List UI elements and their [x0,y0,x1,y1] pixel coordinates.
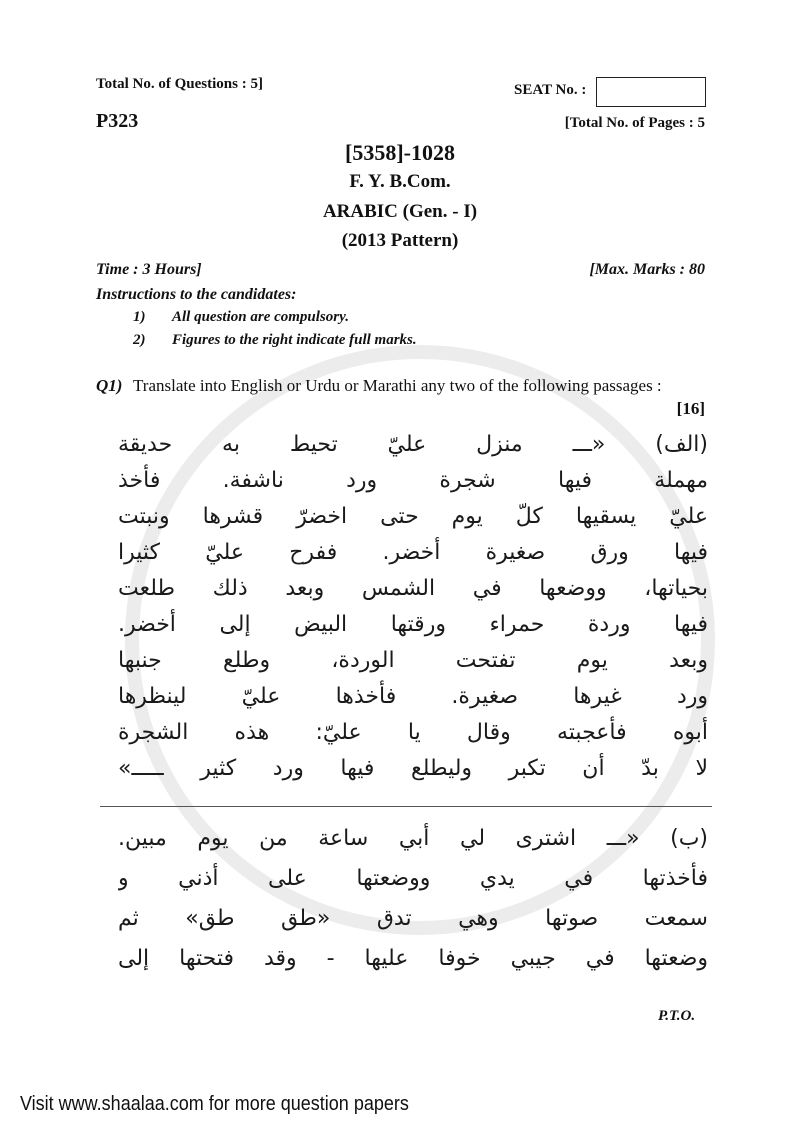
passage-line: فيها ورق صغيرة أخضر. ففرح عليّ كثيرا [118,540,708,565]
seat-no-box[interactable] [596,77,706,107]
passage-line: مهملة فيها شجرة ورد ناشفة. فأخذ [118,468,708,493]
passage-line: وضعتها في جيبي خوفا عليها - وقد فتحتها إلى [118,946,708,971]
total-questions: Total No. of Questions : 5] [96,76,263,92]
max-marks: [Max. Marks : 80 [589,261,705,278]
exam-code: [5358]-1028 [345,140,455,165]
passage-line: وبعد يوم تفتحت الوردة، وطلع جنبها [118,648,708,673]
pattern: (2013 Pattern) [341,230,459,251]
passage-line: (الف) «ـــ منزل عليّ تحيط به حديقة [118,432,708,457]
passage-line: فأخذتها في يدي ووضعتها على أذني و [118,866,708,891]
instruction-number: 1) [133,309,146,325]
passage-line: أبوه فأعجبته وقال يا عليّ: هذه الشجرة [118,720,708,745]
paper-code: P323 [96,110,139,132]
course: F. Y. B.Com. [349,171,451,192]
question-marks: [16] [676,399,705,418]
total-pages: [Total No. of Pages : 5 [564,115,705,131]
passage-line: لا بدّ أن تكبر وليطلع فيها ورد كثير ـــــ» [118,756,708,781]
instruction-text: Figures to the right indicate full marks. [172,332,417,348]
passage-line: فيها وردة حمراء ورقتها البيض إلى أخضر. [118,612,708,637]
subject: ARABIC (Gen. - I) [322,201,478,222]
pto: P.T.O. [658,1008,696,1024]
passage-line: بحياتها، ووضعها في الشمس وبعد ذلك طلعت [118,576,708,601]
passage-line: (ب) «ـــ اشترى لي أبي ساعة من يوم مبين. [118,826,708,851]
instruction-text: All question are compulsory. [172,309,349,325]
passage-line: عليّ يسقيها كلّ يوم حتى اخضرّ قشرها ونبتت [118,504,708,529]
question-label: Q1) [96,376,123,395]
passage-divider [100,806,712,807]
passage-line: سمعت صوتها وهي تدق «طق طق» ثم [118,906,708,931]
instruction-number: 2) [133,332,146,348]
passage-line: ورد غيرها صغيرة. فأخذها عليّ لينظرها [118,684,708,709]
question-text: Translate into English or Urdu or Marathi any two of the following passages : [133,376,662,395]
instructions-heading: Instructions to the candidates: [96,286,297,303]
seat-no-label: SEAT No. : [514,82,587,98]
time: Time : 3 Hours] [96,261,202,278]
footer-link[interactable]: Visit www.shaalaa.com for more question papers [20,1093,409,1115]
